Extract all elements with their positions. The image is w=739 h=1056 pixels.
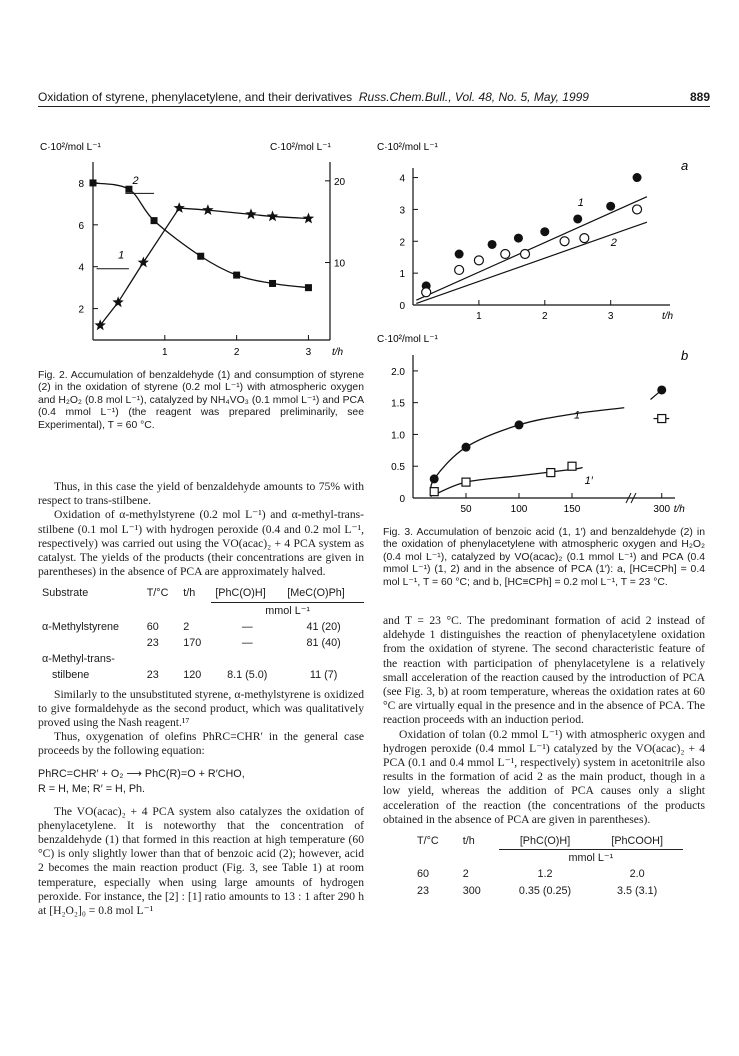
- tick-label: 0.5: [391, 462, 405, 474]
- fig2-plot: [78, 162, 345, 358]
- table-cell: 60: [417, 868, 430, 881]
- table-row: [38, 619, 364, 635]
- table-cell: α-Methylstyrene: [42, 620, 120, 633]
- table-cell: 23: [146, 669, 159, 682]
- fig3-ylabel-a: C·10²/mol L⁻¹: [377, 142, 438, 153]
- paragraph: and T = 23 °C. The predominant formation of acid 2 instead of aldehyde 1 distinguishes the reaction of phenylacetylene oxidation from the oxidation of styrene. The second characteristic feature of the reaction with participation of phenylacetylene is a relatively small acceleration of the reaction caused by the introduction of PCA (see Fig. 3, b) at room temperature, whereas the oxidation rates at 60 °C are virtually equal in the presence and in the absence of PCA. The reaction proceeds with an induction period.: [383, 614, 705, 727]
- equation-line: R = H, Me; R′ = H, Ph.: [38, 782, 146, 795]
- curve-label: 2: [610, 237, 617, 250]
- data-point-open: [501, 250, 510, 259]
- data-point-open: [580, 234, 589, 243]
- header-journal: Russ.Chem.Bull., Vol. 48, No. 5, May, 1999: [358, 90, 589, 104]
- fig2-ylabel-right: C·10²/mol L⁻¹: [270, 142, 331, 153]
- data-point-open: [422, 288, 431, 297]
- x-axis-label: t/h: [662, 311, 674, 322]
- curve-label: 1′: [584, 475, 593, 488]
- tick-label: 0: [399, 494, 405, 505]
- data-point-filled: [514, 234, 523, 243]
- tick-label: 2: [233, 347, 240, 358]
- tick-label: 8: [78, 178, 84, 190]
- substrate-table: [38, 585, 364, 683]
- tick-label: 2.0: [391, 366, 405, 378]
- table-header: [PhCOOH]: [611, 835, 663, 848]
- tick-label: 4: [399, 173, 405, 185]
- tick-label: 3: [305, 347, 312, 358]
- table-cell: 8.1 (5.0): [227, 669, 268, 682]
- tick-label: 1: [162, 347, 168, 358]
- paragraph: Oxidation of α-methylstyrene (0.2 mol L⁻¹) and α-methyl-trans-stilbene (0.1 mol L⁻¹) with hydrogen peroxide (0.4 and 0.2 mol L⁻¹, respectively) was carried out using the VO(acac)₂ + 4 PCA system as catalyst. The yields of the products (their concentrations are given in parentheses) in the absence of PCA are approximately halved.: [38, 508, 364, 579]
- tick-label: 10: [334, 258, 346, 270]
- tick-label: 1.0: [391, 430, 405, 442]
- table-cell: 81 (40): [306, 637, 341, 650]
- data-point-open-square: [658, 415, 666, 423]
- tolan-table: [413, 833, 683, 899]
- table-cell: 60: [146, 620, 159, 633]
- data-point-open-square: [462, 478, 470, 486]
- data-point-square: [90, 179, 97, 186]
- paragraph: Thus, in this case the yield of benzaldehyde amounts to 75% with respect to trans-stilbene.: [38, 480, 364, 508]
- running-header: [38, 90, 710, 107]
- data-point-open-square: [547, 469, 555, 477]
- table-row: [38, 635, 364, 651]
- data-point-filled: [633, 173, 642, 182]
- table-cell: 23: [146, 637, 159, 650]
- table-header: [PhC(O)H]: [519, 835, 571, 848]
- table-header: t/h: [183, 587, 196, 600]
- series-1prime-line: [434, 467, 582, 494]
- paragraph: The VO(acac)₂ + 4 PCA system also catalyzes the oxidation of phenylacetylene. It is noteworthy that the concentration of benzaldehyde (1) that formed in this reaction at high temperature (60 °C) is only slightly lower than that of benzoic acid (2); however, acid 2 becomes the main reaction product (Fig. 3, see Table 1) at room temperature, especially when using large amounts of hydrogen peroxide. For instance, the [2] : [1] ratio amounts to 13 : 1 after 290 h at [H₂O₂]₀ = 0.8 mol L⁻¹: [38, 804, 364, 918]
- tick-label: 1: [399, 269, 405, 281]
- data-point-square: [269, 280, 276, 287]
- data-point-filled: [430, 474, 439, 483]
- left-column: [38, 480, 364, 918]
- table-cell: 120: [183, 669, 202, 682]
- series-2-line-rise: [100, 208, 179, 325]
- table-cell: —: [241, 620, 253, 633]
- header-title: Oxidation of styrene, phenylacetylene, and their derivatives Russ.Chem.Bull., Vol. 48, No. 5, May, 1999: [38, 90, 589, 104]
- table-header: Substrate: [42, 587, 89, 600]
- tick-label: 150: [563, 504, 581, 515]
- table-cell: 0.35 (0.25): [518, 884, 572, 897]
- tick-label: 3: [607, 311, 614, 322]
- series-2-fit: [416, 222, 647, 303]
- series-2-line-plateau: [179, 208, 308, 218]
- table-unit: mmol L⁻¹: [211, 602, 364, 619]
- table-cell: 300: [462, 884, 481, 897]
- page-number: 889: [689, 90, 710, 104]
- data-point-star: [245, 208, 256, 219]
- curve-label: 1: [574, 409, 581, 422]
- paragraph: Similarly to the unsubstituted styrene, α-methylstyrene is oxidized to give formaldehyde as the second product, which was qualitatively proved using the Nash reagent.¹⁷: [38, 687, 364, 730]
- table-cell: 2.0: [629, 868, 645, 881]
- data-point-star: [112, 296, 123, 307]
- table-cell: 41 (20): [306, 620, 341, 633]
- data-point-open-square: [430, 488, 438, 496]
- paragraph: Thus, oxygenation of olefins PhRC=CHR′ in the general case proceeds by the following equation:: [38, 730, 364, 758]
- data-point-square: [197, 253, 204, 260]
- data-point-open: [560, 237, 569, 246]
- tick-label: 3: [399, 205, 405, 217]
- data-point-filled: [540, 227, 549, 236]
- data-point-star: [138, 257, 149, 268]
- equation-line: PhRC=CHR′ + O₂ ⟶ PhC(R)=O + R′CHO,: [38, 767, 245, 780]
- tick-label: 20: [334, 176, 346, 188]
- tick-label: 4: [78, 262, 84, 274]
- curve-label: 1: [118, 249, 125, 262]
- data-point-square: [233, 272, 240, 279]
- data-point-filled: [455, 250, 464, 259]
- table-cell: 23: [417, 884, 430, 897]
- right-column: [383, 614, 705, 899]
- table-header: [MeC(O)Ph]: [287, 587, 345, 600]
- tick-label: 100: [510, 504, 528, 515]
- table-cell: [38, 635, 143, 651]
- table-header: t/h: [462, 835, 475, 848]
- tick-label: 6: [78, 220, 84, 232]
- table-header: T/°C: [417, 835, 439, 848]
- tick-label: 0: [399, 301, 405, 312]
- fig3-panel-b: b: [681, 348, 689, 363]
- data-point-filled: [488, 240, 497, 249]
- data-point-filled: [515, 420, 524, 429]
- data-point-open: [521, 250, 530, 259]
- table-cell: stilbene: [52, 669, 90, 682]
- data-point-star: [303, 213, 315, 224]
- tick-label: 50: [460, 504, 472, 515]
- data-point-star: [174, 202, 185, 213]
- table-cell: 2: [183, 620, 190, 633]
- data-point-open: [633, 205, 642, 214]
- curve-label: 2: [132, 174, 139, 187]
- curve-label: 1: [577, 197, 584, 210]
- table-cell: —: [241, 637, 253, 650]
- table-header: [PhC(O)H]: [215, 587, 266, 600]
- figure-3: [375, 140, 705, 525]
- paragraph: Oxidation of tolan (0.2 mmol L⁻¹) with atmospheric oxygen and hydrogen peroxide (0.4 mmol L⁻¹) catalyzed by the VO(acac)₂ + 4 PCA (0.1 and 0.4 mmol L⁻¹, respectively) system in acetonitrile also results in the formation of acid 2 as the main product, though in a low yield, whereas the addition of PCA causes only a slight acceleration of the reaction (the concentrations of the products obtained in the absence of PCA are given in parentheses).: [383, 727, 705, 826]
- fig3-panel-a: a: [681, 158, 689, 173]
- table-cell: 2: [462, 868, 469, 881]
- table-header-row: [38, 585, 364, 602]
- fig3-caption: Fig. 3. Accumulation of benzoic acid (1, 1′) and benzaldehyde (2) in the oxidation of phenylacetylene with atmospheric oxygen and H₂O₂ (0.4 mol L⁻¹), catalyzed by VO(acac)₂ (0.1 mmol L⁻¹) and PCA (0.4 mmol L⁻¹) (1, 2) and in the absence of PCA (1′): a, [HC≡CPh] = 0.4 mol L⁻¹, T = 60 °C; and b, [HC≡CPh] = 0.2 mol L⁻¹, T = 23 °C.: [383, 527, 705, 588]
- data-point-star: [267, 210, 279, 221]
- table-unit-row: [413, 850, 683, 867]
- tick-label: 300: [653, 504, 671, 515]
- data-point-square: [125, 186, 132, 193]
- data-point-star: [202, 204, 213, 215]
- tick-label: 1: [476, 311, 482, 322]
- table-unit-row: [38, 602, 364, 619]
- x-axis-label: t/h: [332, 347, 344, 358]
- table-row: [413, 866, 683, 882]
- table-row: [38, 651, 364, 667]
- table-cell: 1.2: [537, 868, 553, 881]
- fig2-caption: Fig. 2. Accumulation of benzaldehyde (1) and consumption of styrene (2) in the oxidation of styrene (0.2 mol L⁻¹) with atmospheric oxygen and H₂O₂ (0.8 mol L⁻¹), catalyzed by NH₄VO₃ (0.1 mmol L⁻¹) and PCA (0.4 mmol L⁻¹) (the reagent was prepared preliminarily, see Experimental), T = 60 °C.: [38, 370, 364, 431]
- table-row: [413, 883, 683, 899]
- data-point-open-square: [568, 462, 576, 470]
- tick-label: 2: [78, 304, 84, 316]
- figure-2: [38, 140, 368, 365]
- data-point-filled: [606, 202, 615, 211]
- tick-label: 2: [542, 311, 548, 322]
- fig3-ylabel-b: C·10²/mol L⁻¹: [377, 334, 438, 345]
- table-unit: mmol L⁻¹: [499, 850, 683, 867]
- data-point-open: [474, 256, 483, 265]
- equation: [38, 767, 364, 797]
- x-axis-label: t/h: [673, 504, 685, 515]
- series-1-line: [93, 183, 308, 288]
- table-header: T/°C: [146, 587, 169, 600]
- table-cell: 11 (7): [309, 669, 338, 682]
- table-header-row: [413, 833, 683, 850]
- data-point-filled: [573, 214, 582, 223]
- data-point-filled: [462, 443, 471, 452]
- data-point-filled: [657, 385, 666, 394]
- tick-label: 1.5: [391, 398, 405, 410]
- data-point-square: [151, 217, 158, 224]
- fig2-ylabel-left: C·10²/mol L⁻¹: [40, 142, 101, 153]
- data-point-open: [455, 265, 464, 274]
- table-row: [38, 667, 364, 683]
- table-cell: 3.5 (3.1): [617, 884, 658, 897]
- table-cell: 170: [183, 637, 202, 650]
- data-point-square: [305, 284, 312, 291]
- tick-label: 2: [399, 237, 405, 249]
- table-cell: α-Methyl-trans-: [42, 653, 115, 666]
